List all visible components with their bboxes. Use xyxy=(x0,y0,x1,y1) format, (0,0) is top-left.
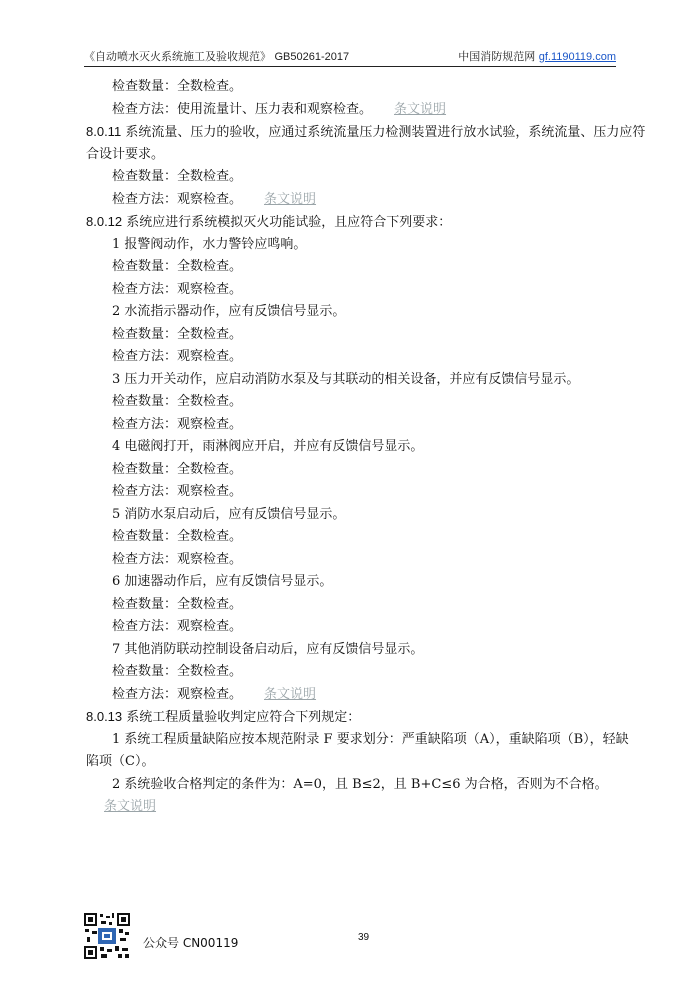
qr-code-icon xyxy=(83,912,131,960)
check-quantity: 检查数量：全数检查。 xyxy=(112,259,243,274)
paragraph xyxy=(86,684,624,707)
item-text: 6 加速器动作后，应有反馈信号显示。 xyxy=(112,574,333,589)
paragraph xyxy=(86,346,624,369)
header-standard-code: GB50261-2017 xyxy=(274,51,350,63)
check-quantity: 检查数量：全数检查。 xyxy=(112,169,243,184)
paragraph xyxy=(86,796,624,819)
item-text: 2 系统验收合格判定的条件为：A=0，且 B≤2，且 B+C≤6 为合格，否则为不合格。 xyxy=(112,776,608,792)
paragraph xyxy=(86,189,624,212)
list-item xyxy=(86,774,624,797)
paragraph xyxy=(86,481,624,504)
clause-text: 系统流量、压力的验收，应通过系统流量压力检测装置进行放水试验，系统流量、压力应符 xyxy=(125,125,646,140)
list-item xyxy=(86,571,624,594)
list-item xyxy=(86,729,629,752)
list-item xyxy=(86,369,624,392)
paragraph xyxy=(86,661,624,684)
page-number: 39 xyxy=(358,932,370,943)
document-body xyxy=(86,76,646,819)
check-quantity: 检查数量：全数检查。 xyxy=(112,326,243,342)
clause-explanation-link[interactable]: 条文说明 xyxy=(394,101,447,117)
check-method: 检查方法：观察检查。 xyxy=(112,619,243,634)
clause-8013 xyxy=(86,706,624,729)
item-text: 2 水流指示器动作，应有反馈信号显示。 xyxy=(112,304,346,319)
clause-number: 8.0.11 xyxy=(86,124,122,139)
check-quantity: 检查数量：全数检查。 xyxy=(112,596,243,612)
clause-continuation xyxy=(86,144,624,167)
header-site-label: 中国消防规范网 xyxy=(458,50,536,63)
check-method: 检查方法：观察检查。 xyxy=(112,349,243,364)
check-quantity: 检查数量：全数检查。 xyxy=(112,394,243,409)
clause-8011 xyxy=(86,121,646,144)
check-method: 检查方法：观察检查。 xyxy=(112,191,243,207)
clause-text: 系统应进行系统模拟灭火功能试验，且应符合下列要求： xyxy=(126,215,452,230)
paragraph xyxy=(86,391,624,414)
check-quantity: 检查数量：全数检查。 xyxy=(112,529,243,544)
header-title xyxy=(84,50,349,64)
item-text: 4 电磁阀打开，雨淋阀应开启，并应有反馈信号显示。 xyxy=(112,439,424,454)
check-method: 检查方法：观察检查。 xyxy=(112,484,243,499)
page-header xyxy=(84,50,616,67)
paragraph xyxy=(86,256,624,279)
header-doc-title: 《自动喷水灭火系统施工及验收规范》 xyxy=(84,50,271,63)
clause-explanation-link[interactable]: 条文说明 xyxy=(264,686,317,702)
paragraph xyxy=(86,616,624,639)
check-method: 检查方法：观察检查。 xyxy=(112,416,243,432)
check-quantity: 检查数量：全数检查。 xyxy=(112,461,243,477)
paragraph xyxy=(86,324,624,347)
clause-number: 8.0.13 xyxy=(86,709,123,724)
check-quantity: 检查数量：全数检查。 xyxy=(112,79,243,94)
paragraph xyxy=(86,549,624,572)
clause-text: 系统工程质量验收判定应符合下列规定： xyxy=(126,710,361,725)
wechat-account-label: 公众号 CN00119 xyxy=(143,936,239,950)
clause-number: 8.0.12 xyxy=(86,214,123,229)
header-site xyxy=(458,50,616,64)
header-site-link[interactable]: gf.1190119.com xyxy=(538,51,616,63)
clause-8012 xyxy=(86,211,624,234)
check-quantity: 检查数量：全数检查。 xyxy=(112,664,243,679)
paragraph xyxy=(86,414,624,437)
paragraph xyxy=(86,166,624,189)
item-text: 7 其他消防联动控制设备启动后，应有反馈信号显示。 xyxy=(112,641,424,657)
check-method: 检查方法：观察检查。 xyxy=(112,686,243,702)
paragraph xyxy=(86,594,624,617)
clause-text: 合设计要求。 xyxy=(86,146,165,162)
item-text: 陷项（C）。 xyxy=(86,754,155,769)
list-item xyxy=(86,504,624,527)
check-method: 检查方法：使用流量计、压力表和观察检查。 xyxy=(112,101,373,117)
check-method: 检查方法：观察检查。 xyxy=(112,281,243,297)
clause-explanation-link[interactable]: 条文说明 xyxy=(264,191,317,207)
paragraph xyxy=(86,526,624,549)
check-method: 检查方法：观察检查。 xyxy=(112,551,243,567)
item-text: 1 系统工程质量缺陷应按本规范附录 F 要求划分：严重缺陷项（A），重缺陷项（B），轻缺 xyxy=(112,731,629,747)
item-text: 5 消防水泵启动后，应有反馈信号显示。 xyxy=(112,506,346,522)
list-item xyxy=(86,639,624,662)
list-item xyxy=(86,301,624,324)
item-text: 1 报警阀动作，水力警铃应鸣响。 xyxy=(112,236,307,252)
paragraph xyxy=(86,99,624,122)
list-item xyxy=(86,234,624,257)
clause-continuation xyxy=(86,751,624,774)
list-item xyxy=(86,436,624,459)
item-text: 3 压力开关动作，应启动消防水泵及与其联动的相关设备，并应有反馈信号显示。 xyxy=(112,371,580,387)
clause-explanation-link[interactable]: 条文说明 xyxy=(104,799,157,814)
paragraph xyxy=(86,459,624,482)
paragraph xyxy=(86,279,624,302)
paragraph xyxy=(86,76,624,99)
